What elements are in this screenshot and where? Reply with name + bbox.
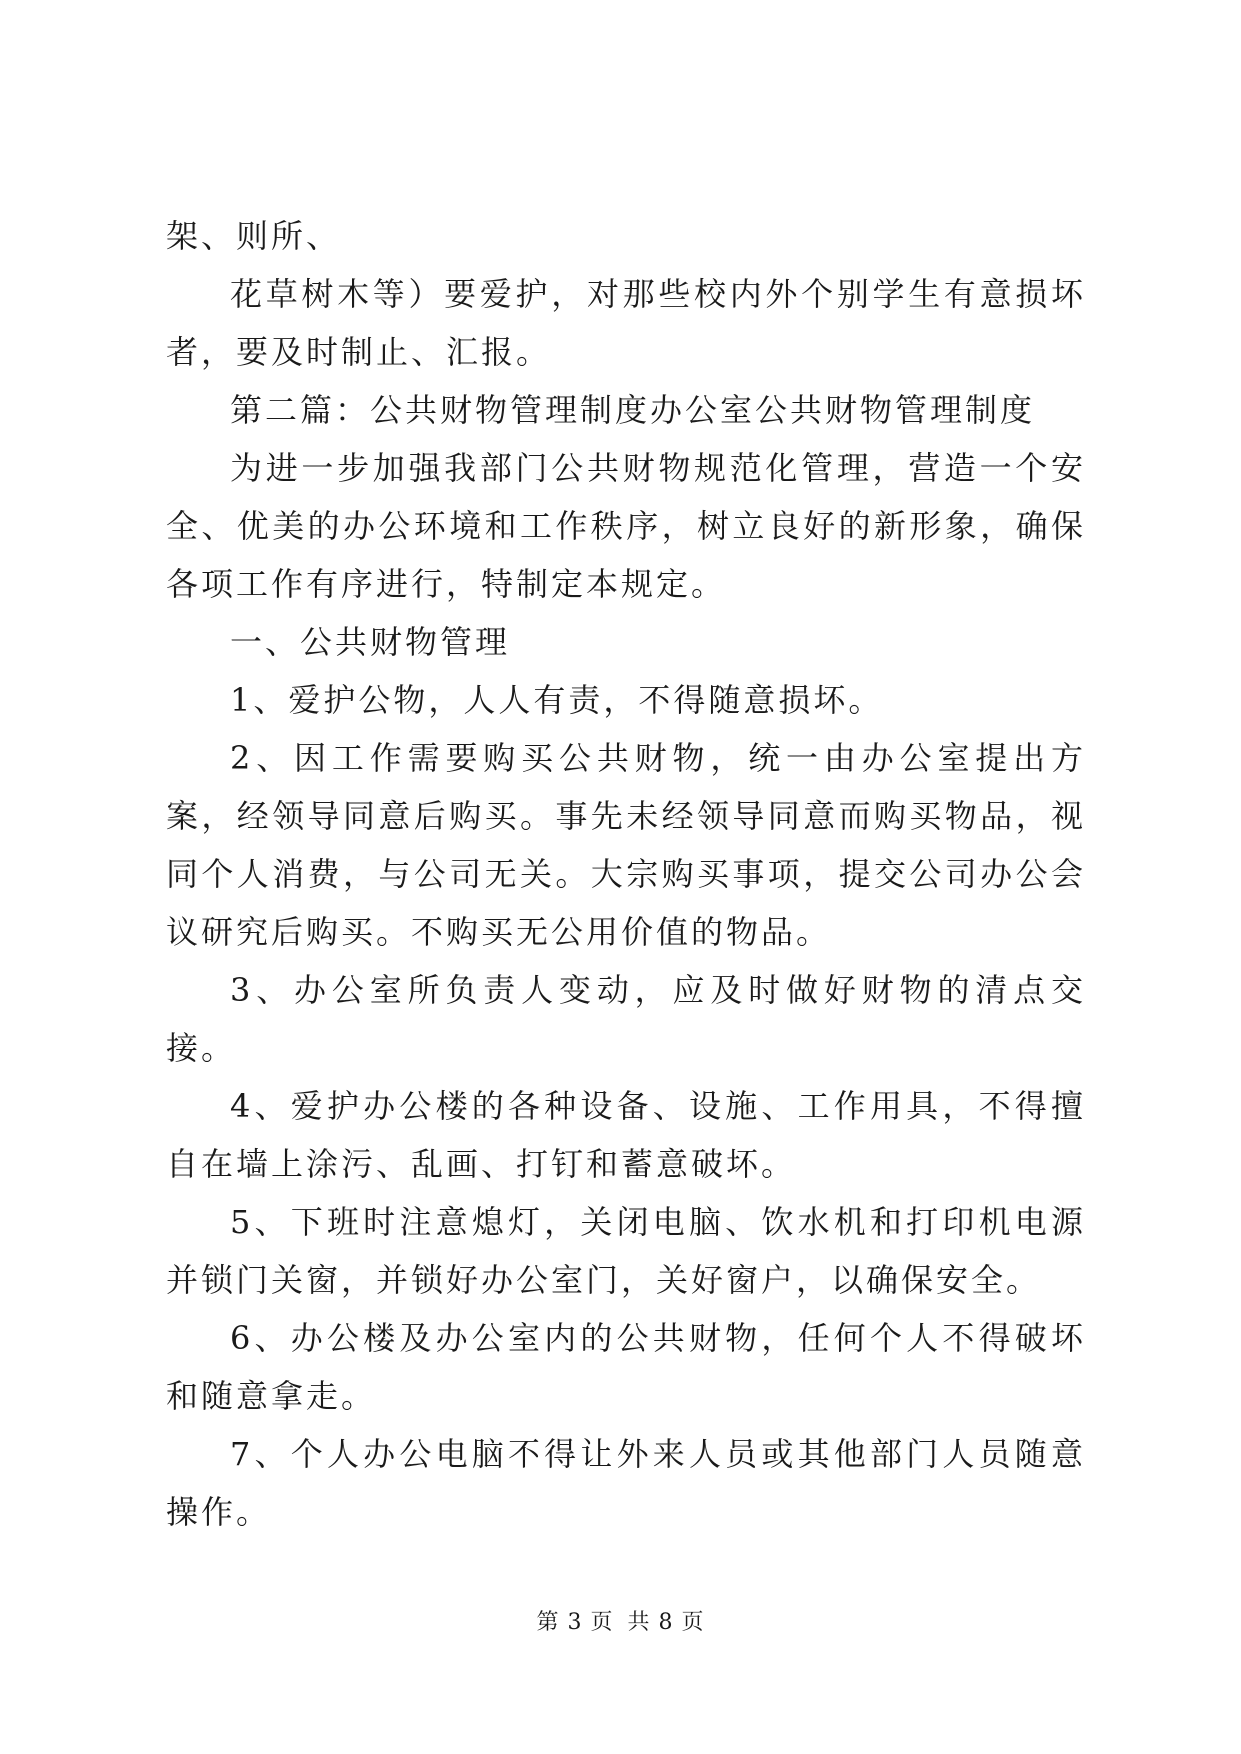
rule-item-4: 4、爱护办公楼的各种设备、设施、工作用具，不得擅自在墙上涂污、乱画、打钉和蓄意破坏。 (166, 1087, 1086, 1183)
paragraph-intro: 为进一步加强我部门公共财物规范化管理，营造一个安全、优美的办公环境和工作秩序，树立良好的新形象，确保各项工作有序进行，特制定本规定。 (166, 449, 1086, 603)
paragraph-2: 花草树木等）要爱护，对那些校内外个别学生有意损坏者，要及时制止、汇报。 (166, 275, 1086, 371)
subsection-heading: 一、公共财物管理 (230, 623, 511, 661)
rule-item-2: 2、因工作需要购买公共财物，统一由办公室提出方案，经领导同意后购买。事先未经领导同意而购买物品，视同个人消费，与公司无关。大宗购买事项，提交公司办公会议研究后购买。不购买无公用价值的物品。 (166, 739, 1086, 951)
rule-item-7: 7、个人办公电脑不得让外来人员或其他部门人员随意操作。 (166, 1435, 1086, 1531)
page-number: 第 3 页 (536, 1610, 614, 1635)
page-footer (0, 1608, 1241, 1638)
rule-item-1: 1、爱护公物，人人有责，不得随意损坏。 (230, 681, 884, 719)
document-body (166, 207, 1086, 1541)
rule-item-6: 6、办公楼及办公室内的公共财物，任何个人不得破坏和随意拿走。 (166, 1319, 1086, 1415)
rule-item-3: 3、办公室所负责人变动，应及时做好财物的清点交接。 (166, 971, 1086, 1067)
section-heading: 第二篇：公共财物管理制度办公室公共财物管理制度 (230, 391, 1036, 429)
rule-item-5: 5、下班时注意熄灯，关闭电脑、饮水机和打印机电源并锁门关窗，并锁好办公室门，关好窗户，以确保安全。 (166, 1203, 1086, 1299)
paragraph-1: 架、则所、 (166, 217, 342, 255)
page-total: 共 8 页 (627, 1610, 705, 1635)
